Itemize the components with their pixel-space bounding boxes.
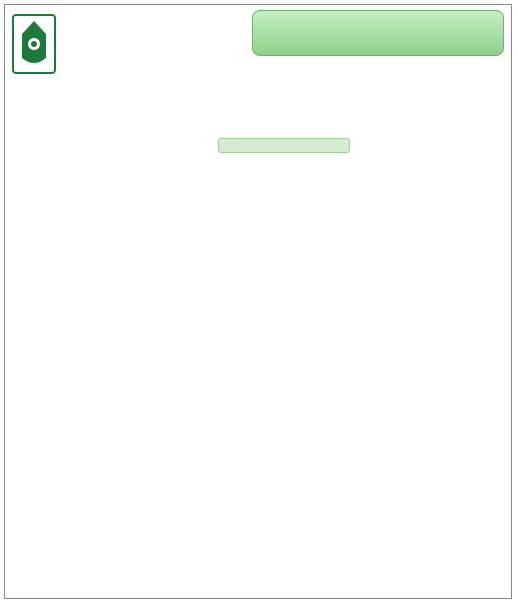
conditions-list: [64, 154, 504, 454]
logo-text: [0, 99, 64, 109]
footer: [14, 570, 504, 590]
tender-table: [14, 474, 504, 558]
conditions-title: [218, 138, 350, 153]
logo-icon: [12, 14, 56, 74]
intro-paragraph: [64, 68, 504, 124]
page-title: [252, 10, 504, 56]
header: [4, 4, 512, 60]
